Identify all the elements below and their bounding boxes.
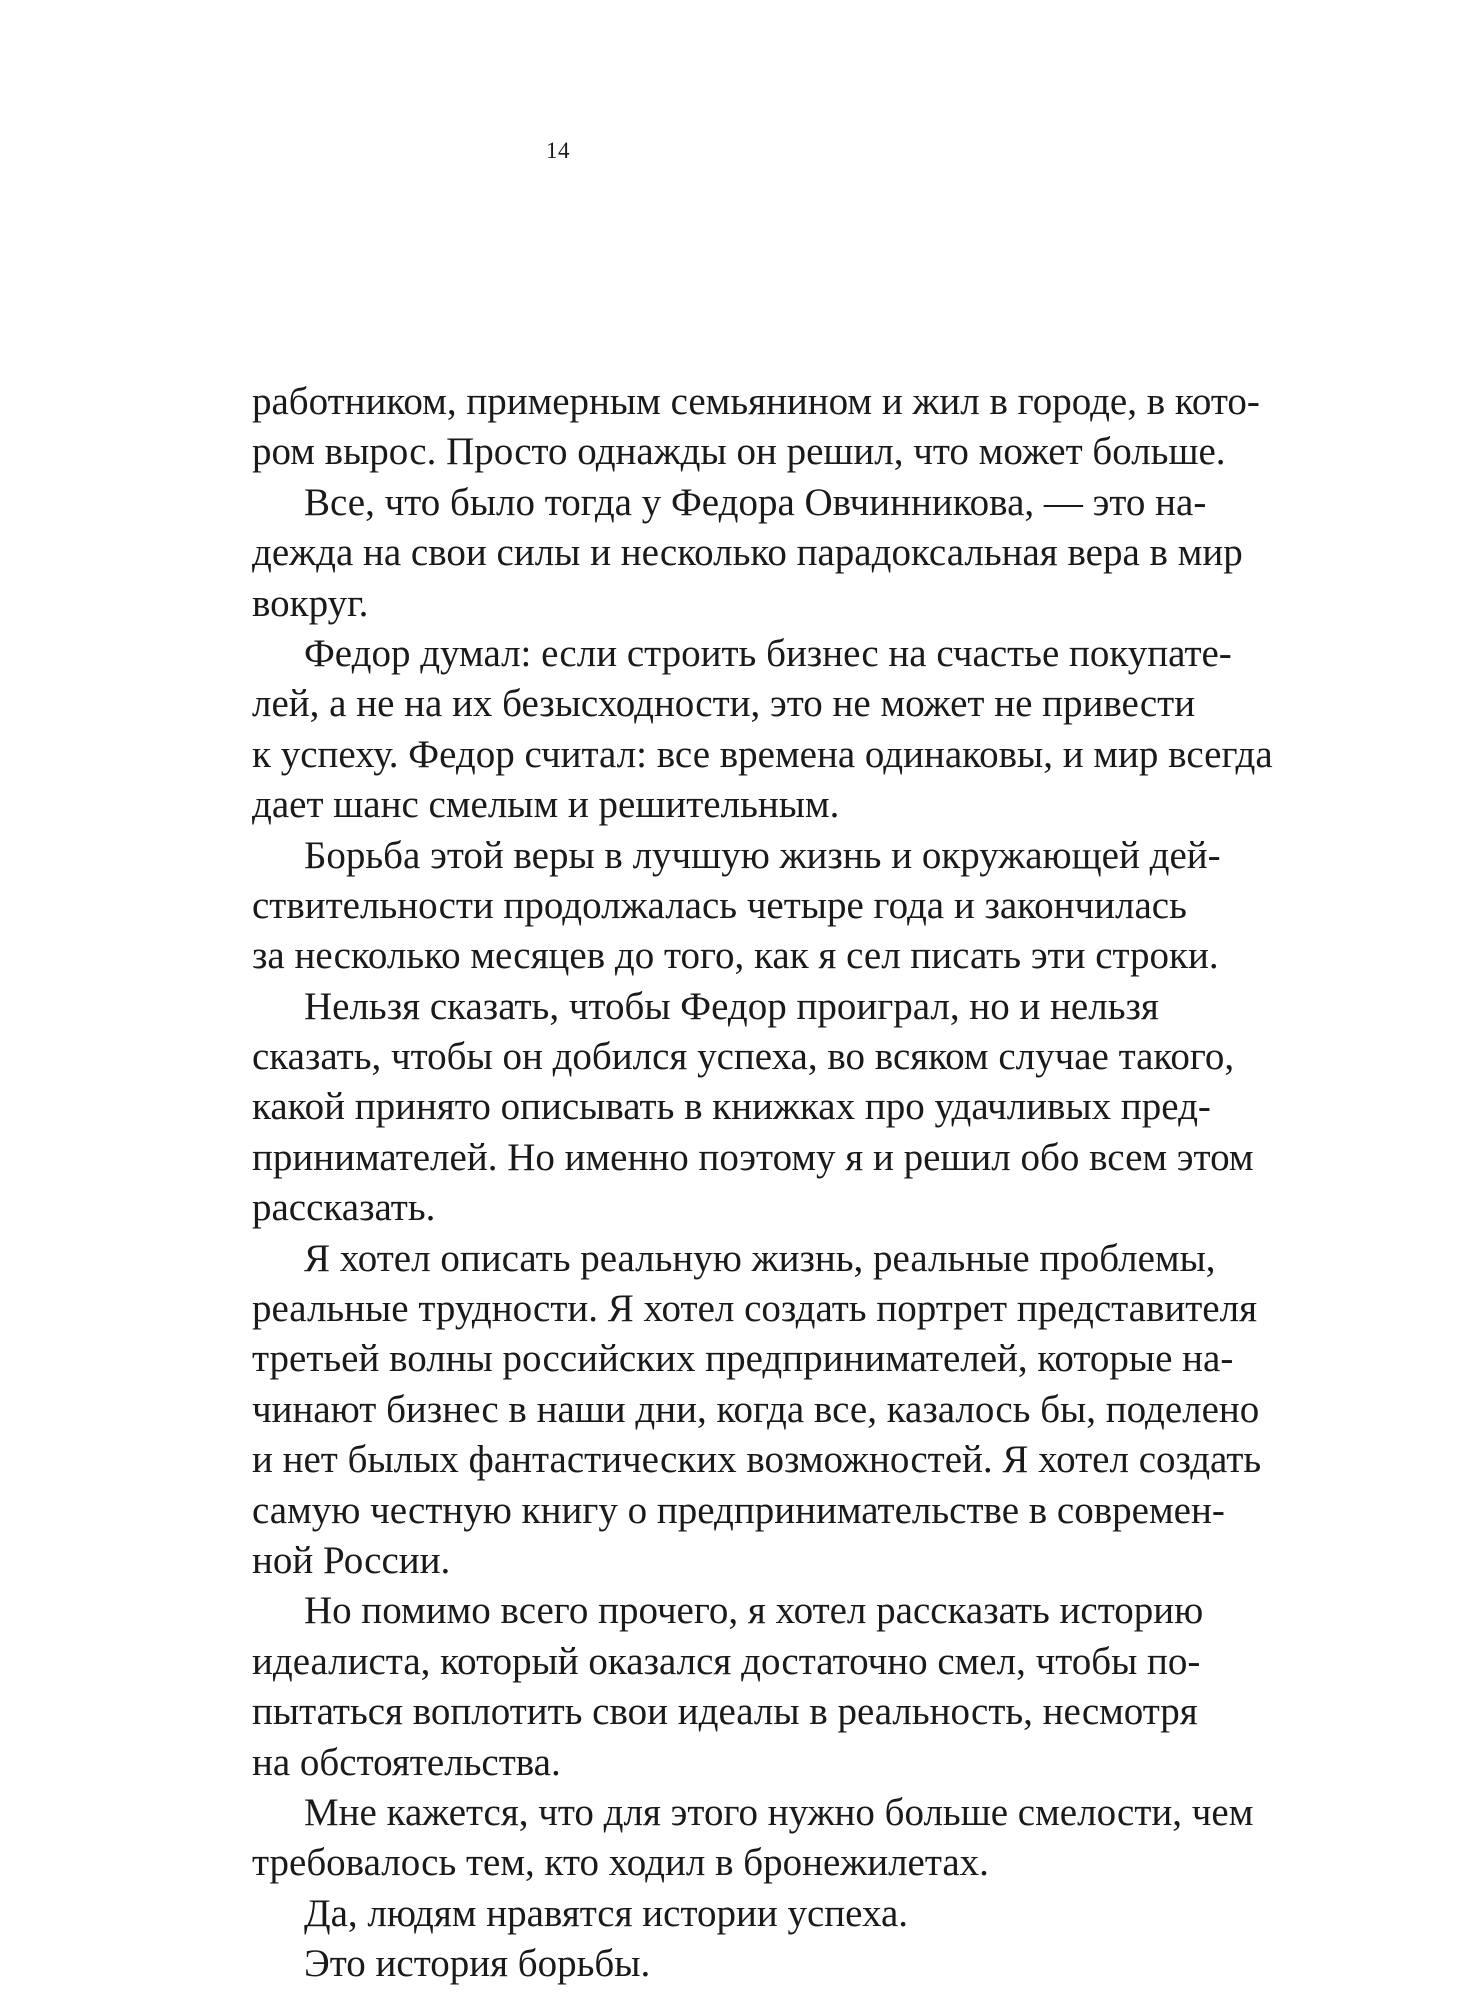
text-line: идеалиста, который оказался достаточно смел, чтобы по- [252,1639,1201,1683]
text-line: дежда на свои силы и несколько парадоксальная вера в мир [252,531,1243,575]
text-line: какой принято описывать в книжках про удачливых пред- [252,1085,1211,1129]
text-line: вокруг. [252,581,369,625]
text-line: сказать, чтобы он добился успеха, во всяком случае такого, [252,1035,1235,1079]
text-line: работником, примерным семьянином и жил в городе, в кото- [252,380,1260,423]
text-line: самую честную книгу о предпринимательстве в современ- [252,1488,1225,1532]
body-text [252,377,1312,1990]
text-line: рассказать. [252,1186,436,1230]
text-line: лей, а не на их безысходности, это не может не привести [252,682,1196,726]
text-line: Я хотел описать реальную жизнь, реальные проблемы, [304,1236,1216,1280]
text-line: Мне кажется, что для этого нужно больше смелости, чем [304,1790,1254,1834]
text-line: требовалось тем, кто ходил в бронежилетах. [252,1841,989,1885]
text-line: ной России. [252,1538,451,1582]
text-line: пытаться воплотить свои идеалы в реальность, несмотря [252,1690,1198,1734]
text-line: к успеху. Федор считал: все времена одинаковы, и мир всегда [252,732,1273,776]
text-line: дает шанс смелым и решительным. [252,783,840,827]
text-line: Это история борьбы. [304,1942,651,1986]
text-line: принимателей. Но именно поэтому я и решил обо всем этом [252,1135,1254,1179]
text-line: за несколько месяцев до того, как я сел писать эти строки. [252,934,1219,978]
text-line: третьей волны российских предпринимателей, которые на- [252,1337,1234,1381]
text-line: Но помимо всего прочего, я хотел рассказать историю [304,1589,1204,1633]
text-line: чинают бизнес в наши дни, когда все, казалось бы, поделено [252,1387,1260,1431]
text-line: ствительности продолжалась четыре года и закончилась [252,883,1187,927]
text-line: ром вырос. Просто однажды он решил, что может больше. [252,430,1226,474]
text-line: Да, людям нравятся истории успеха. [304,1891,909,1935]
page-number: 14 [546,138,570,163]
text-line: Федор думал: если строить бизнес на счастье покупате- [304,631,1232,675]
text-line: Борьба этой веры в лучшую жизнь и окружающей дей- [304,833,1221,877]
text-line: Все, что было тогда у Федора Овчинникова, — это на- [304,480,1207,524]
text-line: и нет былых фантастических возможностей. Я хотел создать [252,1438,1262,1482]
text-line: Нельзя сказать, чтобы Федор проиграл, но и нельзя [304,984,1159,1028]
text-line: реальные трудности. Я хотел создать портрет представителя [252,1287,1258,1331]
text-line: на обстоятельства. [252,1740,561,1784]
